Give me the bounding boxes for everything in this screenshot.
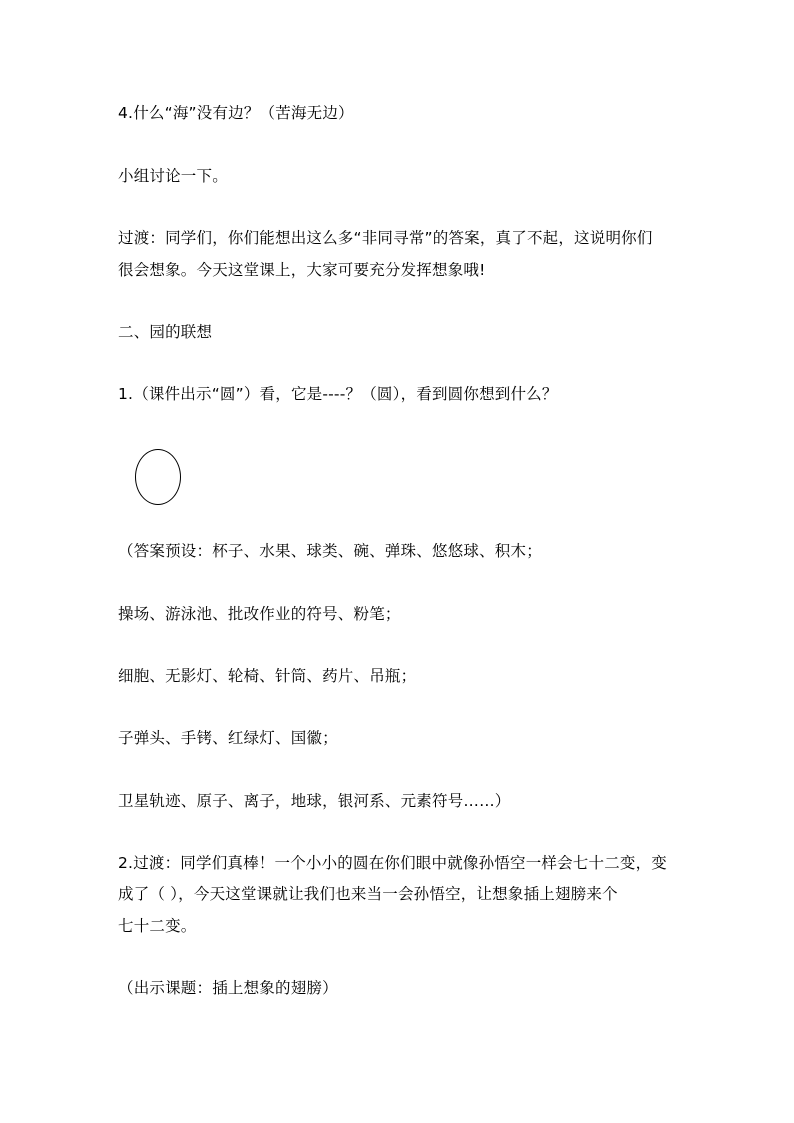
text-line: （答案预设：杯子、水果、球类、碗、弹珠、悠悠球、积木； — [118, 542, 542, 560]
text-line: 2.过渡：同学们真棒！一个小小的圆在你们眼中就像孙悟空一样会七十二变，变 — [118, 854, 667, 872]
text-line: （出示课题：插上想象的翅膀） — [118, 979, 338, 997]
section-heading: 二、园的联想 — [118, 323, 213, 341]
text-line: 卫星轨迹、原子、离子，地球，银河系、元素符号……） — [118, 792, 511, 810]
text-line: 4.什么“海”没有边？（苦海无边） — [118, 104, 354, 122]
text-line: 细胞、无影灯、轮椅、针筒、药片、吊瓶； — [118, 667, 417, 685]
text-line: 1.（课件出示“圆”）看，它是----？（圆），看到圆你想到什么？ — [118, 385, 558, 403]
text-line: 子弹头、手铐、红绿灯、国徽； — [118, 729, 338, 747]
text-line: 小组讨论一下。 — [118, 167, 228, 185]
text-line: 成了（ ），今天这堂课就让我们也来当一会孙悟空，让想象插上翅膀来个 — [118, 885, 618, 903]
text-line: 过渡：同学们，你们能想出这么多“非同寻常”的答案，真了不起，这说明你们 — [118, 229, 653, 247]
text-line: 操场、游泳池、批改作业的符号、粉笔； — [118, 605, 401, 623]
text-line: 七十二变。 — [118, 917, 197, 935]
text-line: 很会想象。今天这堂课上，大家可要充分发挥想象哦! — [118, 261, 486, 279]
circle-figure — [135, 449, 181, 505]
